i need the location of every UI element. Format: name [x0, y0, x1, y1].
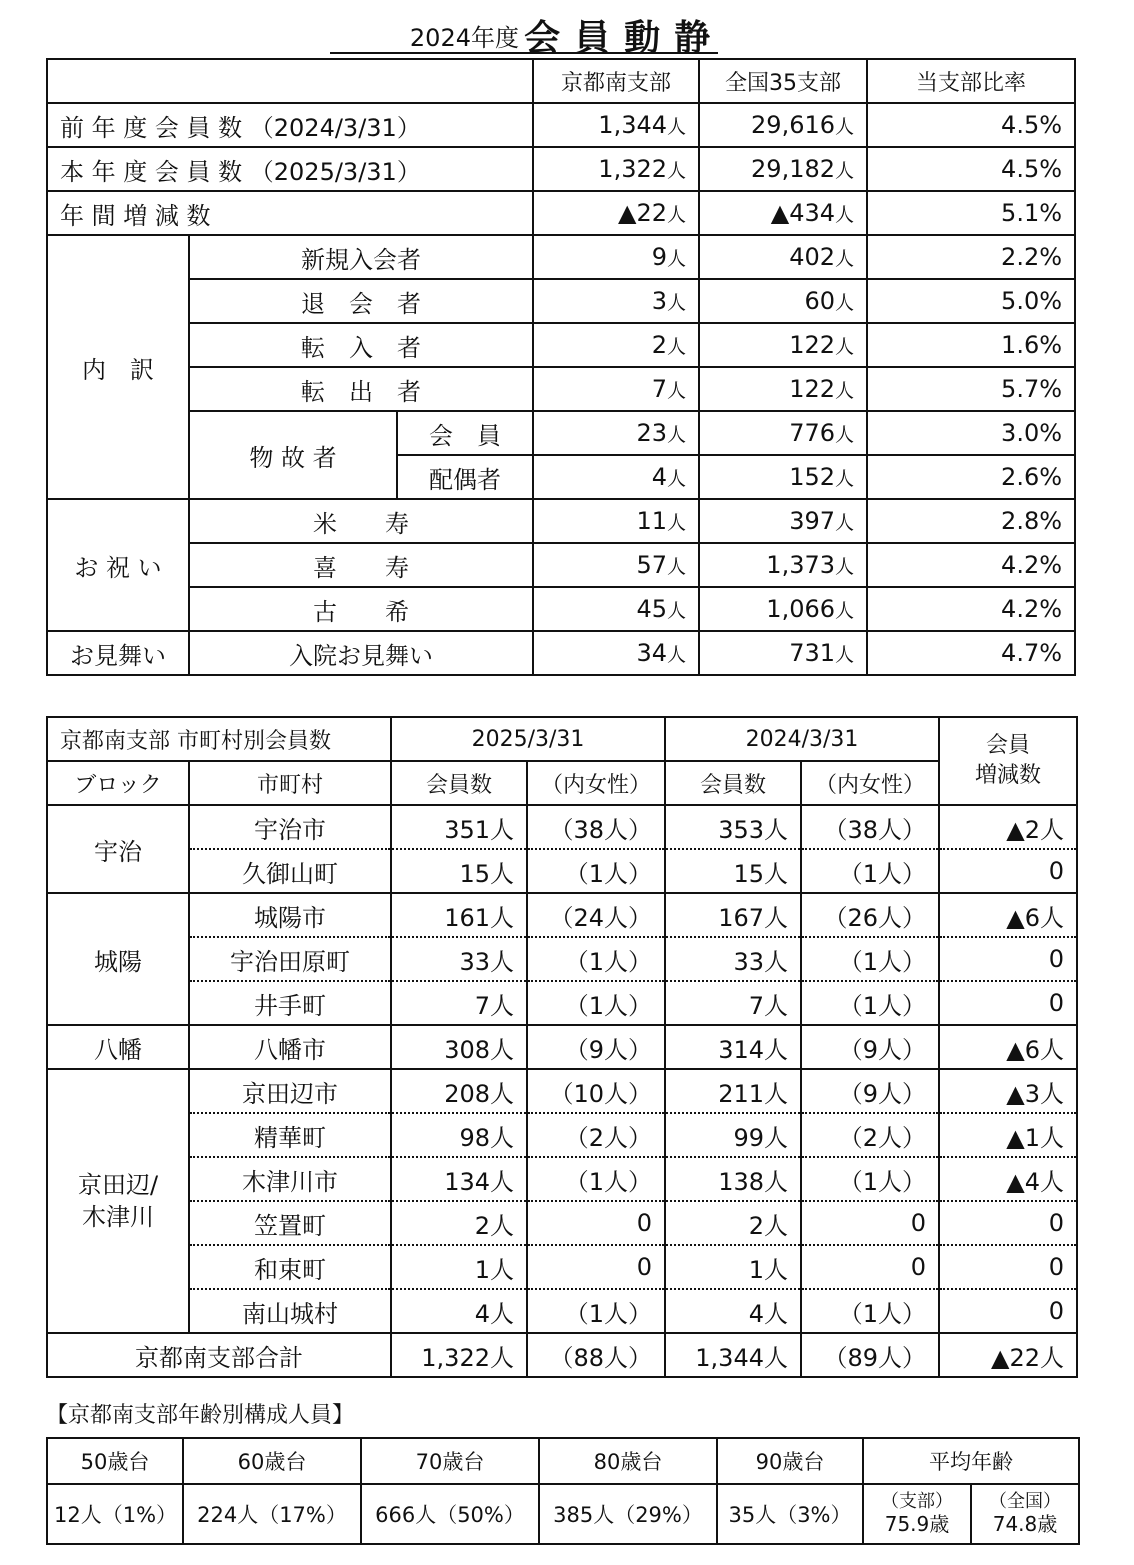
ratio-value: 5.7% — [867, 367, 1075, 411]
header-50s: 50歳台 — [47, 1438, 183, 1484]
table-row — [47, 849, 1077, 893]
city-name: 井手町 — [189, 981, 391, 1025]
member-change: ▲4人 — [939, 1157, 1077, 1201]
table-row — [47, 805, 1077, 849]
national-value: 731人 — [699, 631, 867, 675]
table-row — [47, 103, 1075, 147]
members-2025: 4人 — [391, 1289, 527, 1333]
table-row — [47, 1025, 1077, 1069]
city-name: 和束町 — [189, 1245, 391, 1289]
table2-title: 京都南支部 市町村別会員数 — [47, 717, 391, 761]
female-2025: 0 — [527, 1245, 665, 1289]
female-2025: 0 — [527, 1201, 665, 1245]
table-row — [47, 1157, 1077, 1201]
header-2024: 2024/3/31 — [665, 717, 939, 761]
female-2025: （24人） — [527, 893, 665, 937]
kyoto-value: ▲22人 — [533, 191, 699, 235]
member-change: 0 — [939, 1245, 1077, 1289]
female-2024: （9人） — [801, 1069, 939, 1113]
female-2024: （2人） — [801, 1113, 939, 1157]
table-header-row — [47, 59, 1075, 103]
block-label: 八幡 — [47, 1025, 189, 1069]
table-row — [47, 1245, 1077, 1289]
kyoto-value: 34人 — [533, 631, 699, 675]
table-row — [47, 411, 1075, 455]
table-row — [47, 367, 1075, 411]
header-kyoto: 京都南支部 — [533, 59, 699, 103]
members-2025: 7人 — [391, 981, 527, 1025]
member-change: ▲3人 — [939, 1069, 1077, 1113]
header-change: 会員 増減数 — [939, 717, 1077, 805]
national-value: 122人 — [699, 367, 867, 411]
ratio-value: 4.5% — [867, 147, 1075, 191]
member-change: ▲1人 — [939, 1113, 1077, 1157]
table-row — [47, 1289, 1077, 1333]
city-name: 京田辺市 — [189, 1069, 391, 1113]
header-80s: 80歳台 — [539, 1438, 717, 1484]
row-label: 喜 寿 — [189, 543, 533, 587]
ratio-value: 5.0% — [867, 279, 1075, 323]
female-2024: （1人） — [801, 1289, 939, 1333]
table-row — [47, 235, 1075, 279]
header-block: ブロック — [47, 761, 189, 805]
row-label: 会 員 — [397, 411, 533, 455]
female-2024: 0 — [801, 1245, 939, 1289]
header-female-2024: （内女性） — [801, 761, 939, 805]
table-row — [47, 893, 1077, 937]
value-80s: 385人（29%） — [539, 1484, 717, 1544]
members-2025: 161人 — [391, 893, 527, 937]
female-2025: （10人） — [527, 1069, 665, 1113]
kyoto-value: 1,322人 — [533, 147, 699, 191]
female-2025: （38人） — [527, 805, 665, 849]
table-row — [47, 191, 1075, 235]
row-label: 年 間 増 減 数 — [47, 191, 533, 235]
members-2024: 4人 — [665, 1289, 801, 1333]
table-row — [47, 1201, 1077, 1245]
row-label: 転 出 者 — [189, 367, 533, 411]
table-row — [47, 981, 1077, 1025]
members-2024: 211人 — [665, 1069, 801, 1113]
female-2024: （1人） — [801, 937, 939, 981]
members-2025: 15人 — [391, 849, 527, 893]
kyoto-value: 2人 — [533, 323, 699, 367]
header-members-2025: 会員数 — [391, 761, 527, 805]
member-change: 0 — [939, 849, 1077, 893]
city-name: 八幡市 — [189, 1025, 391, 1069]
members-2025: 134人 — [391, 1157, 527, 1201]
total-label: 京都南支部合計 — [47, 1333, 391, 1377]
header-female-2025: （内女性） — [527, 761, 665, 805]
table-row — [47, 279, 1075, 323]
header-ratio: 当支部比率 — [867, 59, 1075, 103]
members-2024: 314人 — [665, 1025, 801, 1069]
row-label: 前 年 度 会 員 数 （2024/3/31） — [47, 103, 533, 147]
header-average-age: 平均年齢 — [863, 1438, 1079, 1484]
kyoto-value: 1,344人 — [533, 103, 699, 147]
female-2025: （9人） — [527, 1025, 665, 1069]
member-change: 0 — [939, 1201, 1077, 1245]
members-2024: 138人 — [665, 1157, 801, 1201]
members-2024: 7人 — [665, 981, 801, 1025]
member-change: 0 — [939, 1289, 1077, 1333]
title-year: 2024年度 — [409, 24, 519, 52]
title-main: 会員動静 — [524, 18, 725, 59]
table-row — [47, 147, 1075, 191]
ratio-value: 4.2% — [867, 543, 1075, 587]
female-2024: （38人） — [801, 805, 939, 849]
kyoto-value: 9人 — [533, 235, 699, 279]
table-row — [47, 587, 1075, 631]
members-2024: 353人 — [665, 805, 801, 849]
national-value: 776人 — [699, 411, 867, 455]
national-value: ▲434人 — [699, 191, 867, 235]
row-label: 本 年 度 会 員 数 （2025/3/31） — [47, 147, 533, 191]
female-2024: （1人） — [801, 981, 939, 1025]
members-2025: 1人 — [391, 1245, 527, 1289]
female-2024: （89人） — [801, 1333, 939, 1377]
average-age-branch: （支部） 75.9歳 — [864, 1485, 972, 1543]
kyoto-value: 57人 — [533, 543, 699, 587]
table-row — [47, 1484, 1079, 1544]
female-2024: （9人） — [801, 1025, 939, 1069]
table-row — [47, 499, 1075, 543]
ratio-value: 3.0% — [867, 411, 1075, 455]
table-row — [47, 543, 1075, 587]
total-row — [47, 1333, 1077, 1377]
national-value: 29,182人 — [699, 147, 867, 191]
age-composition-table — [46, 1437, 1080, 1545]
members-2025: 33人 — [391, 937, 527, 981]
female-2024: 0 — [801, 1201, 939, 1245]
member-change: 0 — [939, 937, 1077, 981]
ratio-value: 2.6% — [867, 455, 1075, 499]
members-2025: 351人 — [391, 805, 527, 849]
age-section-title: 【京都南支部年齢別構成人員】 — [46, 1403, 355, 1428]
average-age-national: （全国） 74.8歳 — [989, 1491, 1061, 1536]
city-name: 木津川市 — [189, 1157, 391, 1201]
table-header-row — [47, 1438, 1079, 1484]
celebration-label: お 祝 い — [47, 499, 189, 631]
table-row — [47, 937, 1077, 981]
city-name: 城陽市 — [189, 893, 391, 937]
row-label: 配偶者 — [397, 455, 533, 499]
header-70s: 70歳台 — [361, 1438, 539, 1484]
city-name: 南山城村 — [189, 1289, 391, 1333]
ratio-value: 5.1% — [867, 191, 1075, 235]
members-2024: 33人 — [665, 937, 801, 981]
row-label: 古 希 — [189, 587, 533, 631]
national-value: 122人 — [699, 323, 867, 367]
member-change: 0 — [939, 981, 1077, 1025]
members-2024: 1,344人 — [665, 1333, 801, 1377]
value-90s: 35人（3%） — [717, 1484, 863, 1544]
breakdown-label: 内 訳 — [47, 235, 189, 499]
row-label: 退 会 者 — [189, 279, 533, 323]
row-label: 入院お見舞い — [189, 631, 533, 675]
national-value: 1,066人 — [699, 587, 867, 631]
female-2024: （1人） — [801, 849, 939, 893]
value-70s: 666人（50%） — [361, 1484, 539, 1544]
table-row — [47, 1113, 1077, 1157]
kyoto-value: 23人 — [533, 411, 699, 455]
national-value: 152人 — [699, 455, 867, 499]
table-header-row — [47, 717, 1077, 761]
header-city: 市町村 — [189, 761, 391, 805]
members-2025: 2人 — [391, 1201, 527, 1245]
ratio-value: 4.5% — [867, 103, 1075, 147]
ratio-value: 4.7% — [867, 631, 1075, 675]
national-value: 397人 — [699, 499, 867, 543]
national-value: 1,373人 — [699, 543, 867, 587]
table-row — [47, 631, 1075, 675]
members-2024: 2人 — [665, 1201, 801, 1245]
female-2025: （1人） — [527, 1157, 665, 1201]
row-label: 米 寿 — [189, 499, 533, 543]
member-change: ▲22人 — [939, 1333, 1077, 1377]
city-name: 笠置町 — [189, 1201, 391, 1245]
membership-movement-table — [46, 58, 1076, 676]
value-60s: 224人（17%） — [183, 1484, 361, 1544]
table-row — [47, 323, 1075, 367]
city-name: 久御山町 — [189, 849, 391, 893]
table-header-row — [47, 761, 1077, 805]
header-national: 全国35支部 — [699, 59, 867, 103]
header-90s: 90歳台 — [717, 1438, 863, 1484]
average-age-cell — [863, 1484, 1079, 1544]
row-label: 新規入会者 — [189, 235, 533, 279]
members-2024: 1人 — [665, 1245, 801, 1289]
national-value: 402人 — [699, 235, 867, 279]
city-name: 精華町 — [189, 1113, 391, 1157]
female-2025: （1人） — [527, 937, 665, 981]
city-name: 宇治市 — [189, 805, 391, 849]
sympathy-label: お見舞い — [47, 631, 189, 675]
members-2024: 167人 — [665, 893, 801, 937]
table-row — [47, 1069, 1077, 1113]
members-2025: 1,322人 — [391, 1333, 527, 1377]
municipality-members-table — [46, 716, 1078, 1378]
female-2024: （1人） — [801, 1157, 939, 1201]
city-name: 宇治田原町 — [189, 937, 391, 981]
row-label: 転 入 者 — [189, 323, 533, 367]
block-label: 京田辺/ 木津川 — [47, 1069, 189, 1333]
value-50s: 12人（1%） — [47, 1484, 183, 1544]
members-2025: 208人 — [391, 1069, 527, 1113]
kyoto-value: 45人 — [533, 587, 699, 631]
members-2025: 308人 — [391, 1025, 527, 1069]
header-2025: 2025/3/31 — [391, 717, 665, 761]
female-2025: （2人） — [527, 1113, 665, 1157]
member-change: ▲2人 — [939, 805, 1077, 849]
title-underline — [330, 52, 718, 54]
block-label: 宇治 — [47, 805, 189, 893]
block-label: 城陽 — [47, 893, 189, 1025]
female-2025: （88人） — [527, 1333, 665, 1377]
ratio-value: 2.8% — [867, 499, 1075, 543]
ratio-value: 4.2% — [867, 587, 1075, 631]
ratio-value: 2.2% — [867, 235, 1075, 279]
members-2024: 99人 — [665, 1113, 801, 1157]
member-change: ▲6人 — [939, 893, 1077, 937]
ratio-value: 1.6% — [867, 323, 1075, 367]
header-members-2024: 会員数 — [665, 761, 801, 805]
female-2025: （1人） — [527, 1289, 665, 1333]
deceased-label: 物 故 者 — [189, 411, 397, 499]
header-60s: 60歳台 — [183, 1438, 361, 1484]
national-value: 60人 — [699, 279, 867, 323]
kyoto-value: 3人 — [533, 279, 699, 323]
kyoto-value: 11人 — [533, 499, 699, 543]
national-value: 29,616人 — [699, 103, 867, 147]
member-change: ▲6人 — [939, 1025, 1077, 1069]
members-2024: 15人 — [665, 849, 801, 893]
female-2025: （1人） — [527, 981, 665, 1025]
female-2025: （1人） — [527, 849, 665, 893]
kyoto-value: 7人 — [533, 367, 699, 411]
kyoto-value: 4人 — [533, 455, 699, 499]
female-2024: （26人） — [801, 893, 939, 937]
members-2025: 98人 — [391, 1113, 527, 1157]
